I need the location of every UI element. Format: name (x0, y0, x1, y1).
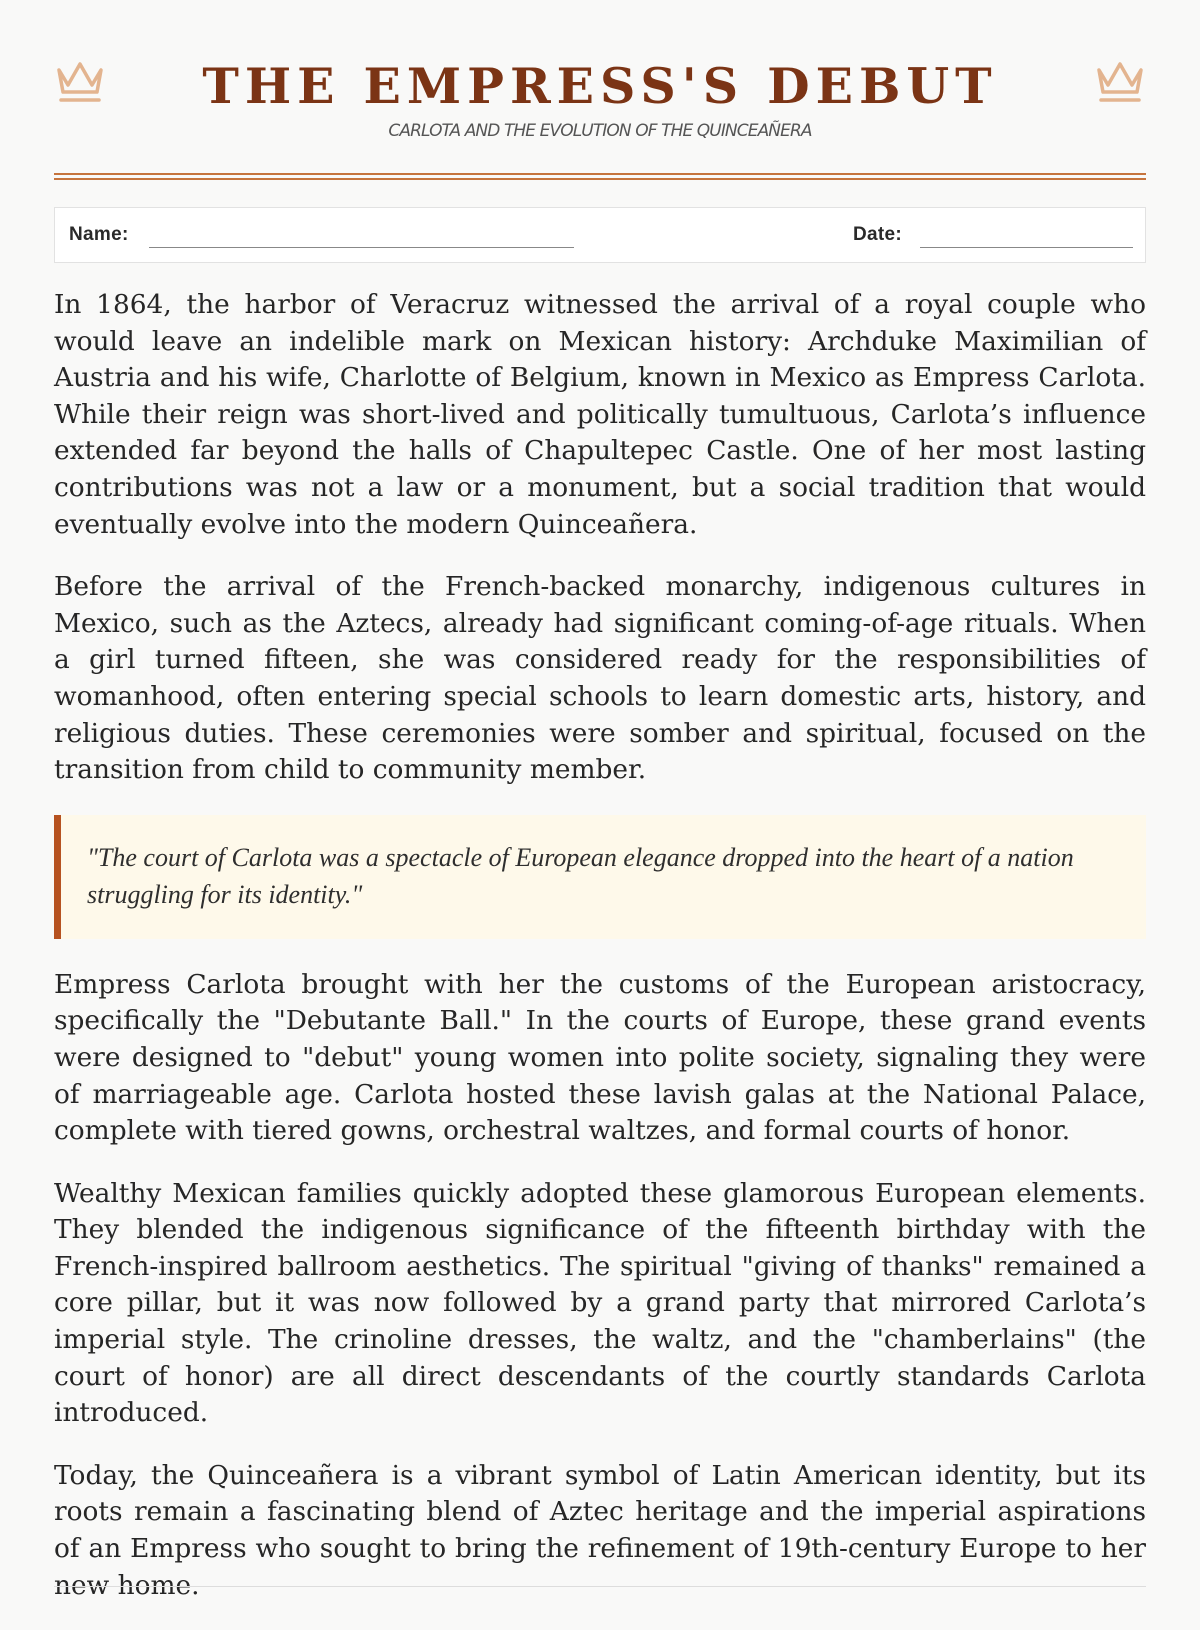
header (54, 0, 1146, 172)
paragraph: Today, the Quinceañera is a vibrant symbol of Latin American identity, but its roots remain a fascinating blend of Aztec heritage and the imperial aspirations of an Empress who sought to bring the refinement of 19th-century Europe to her new home. (54, 1459, 1146, 1601)
name-field[interactable] (149, 247, 574, 248)
date-label: Date: (853, 224, 903, 245)
pull-quote: "The court of Carlota was a spectacle of European elegance dropped into the heart of a nation struggling for its identity." (54, 815, 1146, 939)
footer-divider (54, 1586, 1146, 1587)
article-body (54, 287, 1146, 1630)
date-field[interactable] (920, 247, 1133, 248)
paragraph: Wealthy Mexican families quickly adopted these glamorous European elements. They blended the indigenous significance of the fifteenth birthday with the French-inspired ballroom aesthetics. The spiritual "giving of thanks" remained a core pillar, but it was now followed by a grand party that mirrored Carlota’s imperial style. The crinoline dresses, the waltz, and the "chamberlains" (the court of honor) are all direct descendants of the courtly standards Carlota introduced. (54, 1177, 1146, 1429)
worksheet-page (54, 0, 1146, 1601)
name-date-box (54, 207, 1146, 263)
header-divider (54, 173, 1146, 180)
paragraph: Before the arrival of the French-backed monarchy, indigenous cultures in Mexico, such as the Aztecs, already had significant coming-of-age rituals. When a girl turned fifteen, she was considered ready for the responsibilities of womanhood, often entering special schools to learn domestic arts, history, and religious duties. These ceremonies were somber and spiritual, focused on the transition from child to community member. (54, 571, 1146, 786)
paragraph: Empress Carlota brought with her the customs of the European aristocracy, specifically the "Debutante Ball." In the courts of Europe, these grand events were designed to "debut" young women into polite society, signaling they were of marriageable age. Carlota hosted these lavish galas at the National Palace, complete with tiered gowns, orchestral waltzes, and formal courts of honor. (54, 968, 1146, 1147)
paragraph: In 1864, the harbor of Veracruz witnessed the arrival of a royal couple who would leave an indelible mark on Mexican history: Archduke Maximilian of Austria and his wife, Charlotte of Belgium, known in Mexico as Empress Carlota. While their reign was short-lived and politically tumultuous, Carlota’s influence extended far beyond the halls of Chapultepec Castle. One of her most lasting contributions was not a law or a monument, but a social tradition that would eventually evolve into the modern Quinceañera. (54, 289, 1146, 540)
name-label: Name: (69, 224, 129, 245)
page-title: THE EMPRESS'S DEBUT (202, 57, 998, 115)
page-subtitle: CARLOTA AND THE EVOLUTION OF THE QUINCEAÑERA (388, 121, 812, 141)
crown-icon (1094, 58, 1146, 104)
